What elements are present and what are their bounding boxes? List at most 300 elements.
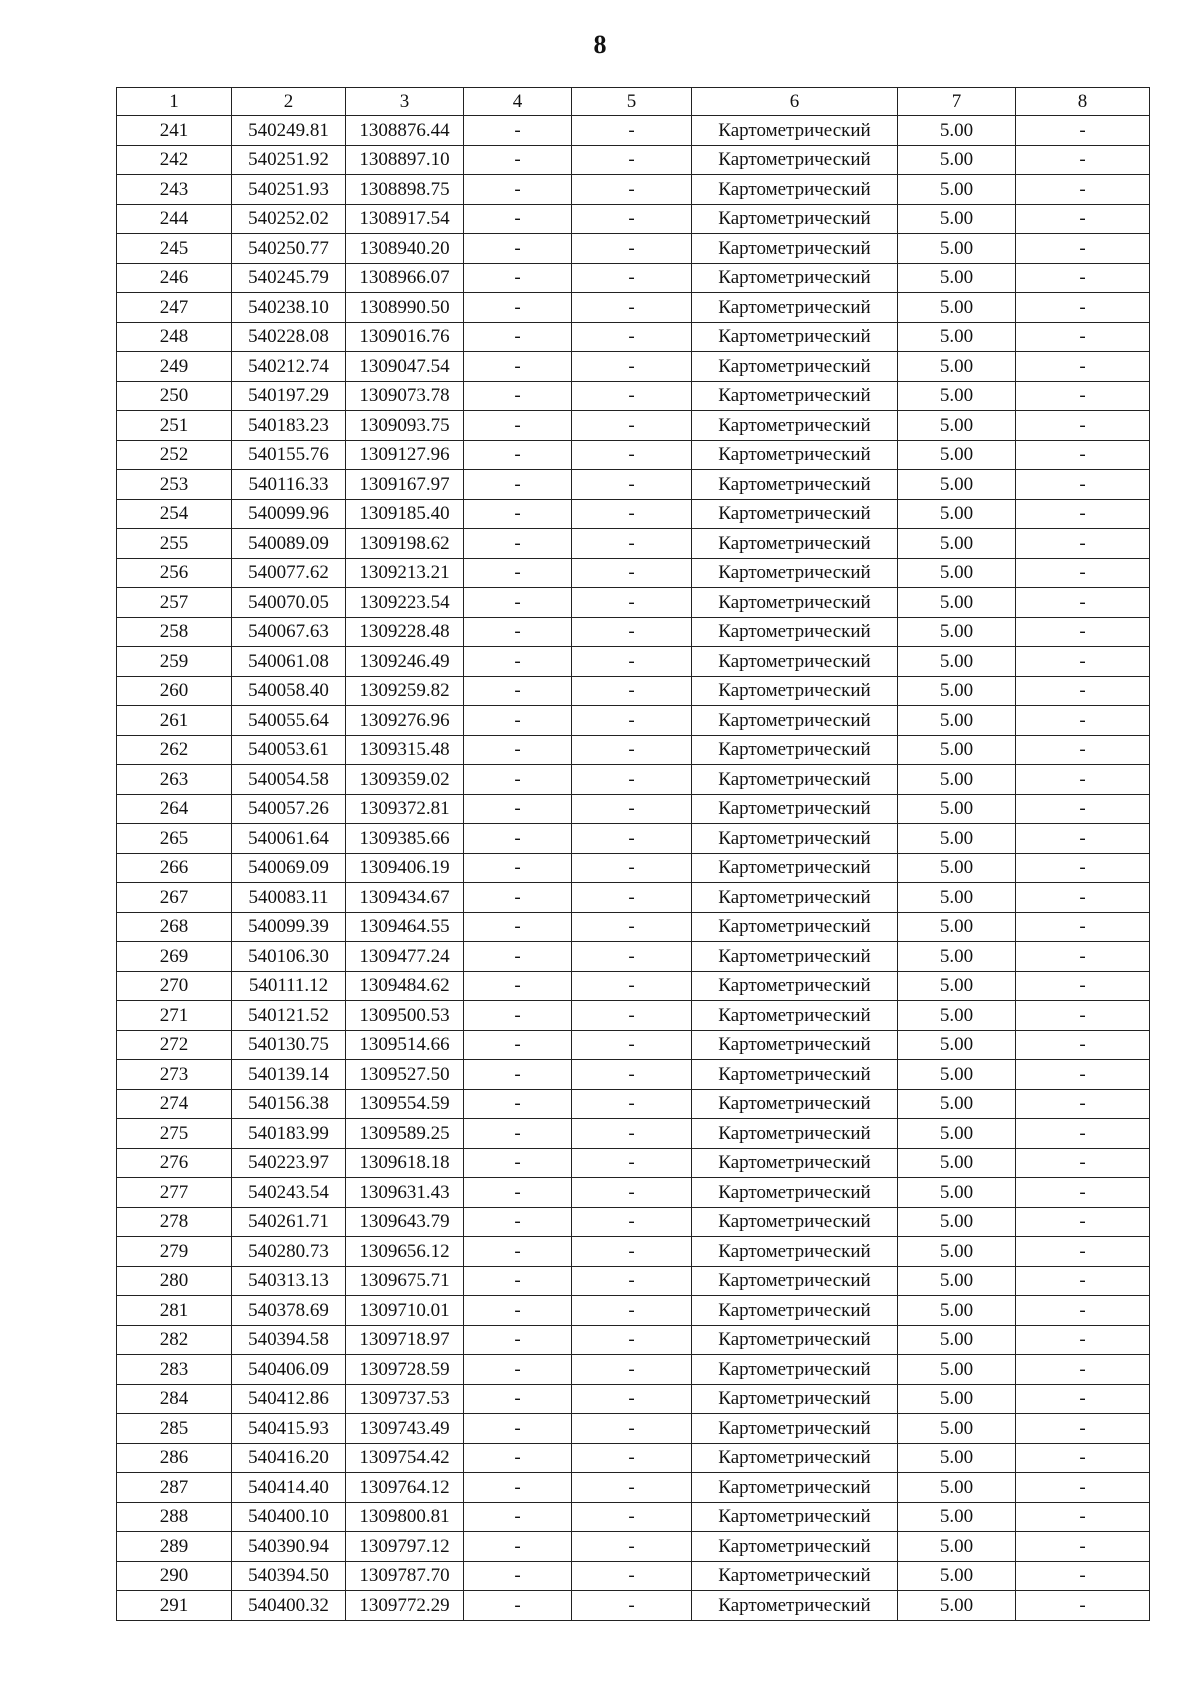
- column-5-cell: -: [572, 440, 692, 470]
- column-4-cell: -: [464, 411, 572, 441]
- method-cell: Картометрический: [692, 293, 898, 323]
- column-8-cell: -: [1016, 1384, 1150, 1414]
- point-number-cell: 248: [117, 322, 232, 352]
- y-coordinate-cell: 1309772.29: [346, 1591, 464, 1621]
- x-coordinate-cell: 540099.96: [232, 499, 346, 529]
- column-5-cell: -: [572, 1502, 692, 1532]
- column-8-cell: -: [1016, 204, 1150, 234]
- x-coordinate-cell: 540055.64: [232, 706, 346, 736]
- header-cell-2: 2: [232, 88, 346, 116]
- accuracy-cell: 5.00: [898, 883, 1016, 913]
- point-number-cell: 252: [117, 440, 232, 470]
- y-coordinate-cell: 1309754.42: [346, 1443, 464, 1473]
- column-8-cell: -: [1016, 470, 1150, 500]
- x-coordinate-cell: 540111.12: [232, 971, 346, 1001]
- column-8-cell: -: [1016, 529, 1150, 559]
- table-row: [117, 1414, 1150, 1444]
- y-coordinate-cell: 1309016.76: [346, 322, 464, 352]
- x-coordinate-cell: 540183.99: [232, 1119, 346, 1149]
- x-coordinate-cell: 540121.52: [232, 1001, 346, 1031]
- header-cell-5: 5: [572, 88, 692, 116]
- column-5-cell: -: [572, 1355, 692, 1385]
- x-coordinate-cell: 540083.11: [232, 883, 346, 913]
- y-coordinate-cell: 1309385.66: [346, 824, 464, 854]
- column-8-cell: -: [1016, 1502, 1150, 1532]
- x-coordinate-cell: 540106.30: [232, 942, 346, 972]
- column-8-cell: -: [1016, 263, 1150, 293]
- y-coordinate-cell: 1309464.55: [346, 912, 464, 942]
- column-5-cell: -: [572, 794, 692, 824]
- method-cell: Картометрический: [692, 1119, 898, 1149]
- method-cell: Картометрический: [692, 794, 898, 824]
- method-cell: Картометрический: [692, 263, 898, 293]
- point-number-cell: 282: [117, 1325, 232, 1355]
- column-5-cell: -: [572, 1591, 692, 1621]
- column-8-cell: -: [1016, 175, 1150, 205]
- accuracy-cell: 5.00: [898, 971, 1016, 1001]
- table-row: [117, 617, 1150, 647]
- y-coordinate-cell: 1309618.18: [346, 1148, 464, 1178]
- y-coordinate-cell: 1309213.21: [346, 558, 464, 588]
- x-coordinate-cell: 540070.05: [232, 588, 346, 618]
- method-cell: Картометрический: [692, 588, 898, 618]
- table-row: [117, 1591, 1150, 1621]
- accuracy-cell: 5.00: [898, 322, 1016, 352]
- column-4-cell: -: [464, 175, 572, 205]
- column-5-cell: -: [572, 1296, 692, 1326]
- x-coordinate-cell: 540378.69: [232, 1296, 346, 1326]
- column-4-cell: -: [464, 1266, 572, 1296]
- column-5-cell: -: [572, 234, 692, 264]
- method-cell: Картометрический: [692, 1001, 898, 1031]
- point-number-cell: 279: [117, 1237, 232, 1267]
- y-coordinate-cell: 1309315.48: [346, 735, 464, 765]
- method-cell: Картометрический: [692, 1325, 898, 1355]
- accuracy-cell: 5.00: [898, 352, 1016, 382]
- column-8-cell: -: [1016, 1414, 1150, 1444]
- column-4-cell: -: [464, 853, 572, 883]
- column-4-cell: -: [464, 1591, 572, 1621]
- x-coordinate-cell: 540400.32: [232, 1591, 346, 1621]
- column-8-cell: -: [1016, 1207, 1150, 1237]
- x-coordinate-cell: 540416.20: [232, 1443, 346, 1473]
- method-cell: Картометрический: [692, 971, 898, 1001]
- column-8-cell: -: [1016, 1089, 1150, 1119]
- accuracy-cell: 5.00: [898, 293, 1016, 323]
- method-cell: Картометрический: [692, 234, 898, 264]
- table-row: [117, 647, 1150, 677]
- table-row: [117, 1148, 1150, 1178]
- y-coordinate-cell: 1309643.79: [346, 1207, 464, 1237]
- column-8-cell: -: [1016, 1325, 1150, 1355]
- accuracy-cell: 5.00: [898, 499, 1016, 529]
- y-coordinate-cell: 1309737.53: [346, 1384, 464, 1414]
- x-coordinate-cell: 540054.58: [232, 765, 346, 795]
- x-coordinate-cell: 540390.94: [232, 1532, 346, 1562]
- point-number-cell: 266: [117, 853, 232, 883]
- accuracy-cell: 5.00: [898, 529, 1016, 559]
- header-row: [117, 88, 1150, 116]
- column-5-cell: -: [572, 1060, 692, 1090]
- method-cell: Картометрический: [692, 735, 898, 765]
- column-4-cell: -: [464, 942, 572, 972]
- column-5-cell: -: [572, 1443, 692, 1473]
- method-cell: Картометрический: [692, 381, 898, 411]
- column-8-cell: -: [1016, 765, 1150, 795]
- table-row: [117, 942, 1150, 972]
- table-row: [117, 1561, 1150, 1591]
- point-number-cell: 261: [117, 706, 232, 736]
- column-4-cell: -: [464, 765, 572, 795]
- x-coordinate-cell: 540250.77: [232, 234, 346, 264]
- accuracy-cell: 5.00: [898, 735, 1016, 765]
- accuracy-cell: 5.00: [898, 853, 1016, 883]
- column-4-cell: -: [464, 1148, 572, 1178]
- accuracy-cell: 5.00: [898, 1443, 1016, 1473]
- table-row: [117, 853, 1150, 883]
- y-coordinate-cell: 1309710.01: [346, 1296, 464, 1326]
- y-coordinate-cell: 1309631.43: [346, 1178, 464, 1208]
- point-number-cell: 276: [117, 1148, 232, 1178]
- table-row: [117, 1532, 1150, 1562]
- accuracy-cell: 5.00: [898, 470, 1016, 500]
- method-cell: Картометрический: [692, 1296, 898, 1326]
- y-coordinate-cell: 1309047.54: [346, 352, 464, 382]
- table-row: [117, 1443, 1150, 1473]
- y-coordinate-cell: 1309589.25: [346, 1119, 464, 1149]
- column-4-cell: -: [464, 676, 572, 706]
- column-8-cell: -: [1016, 1591, 1150, 1621]
- accuracy-cell: 5.00: [898, 765, 1016, 795]
- method-cell: Картометрический: [692, 499, 898, 529]
- method-cell: Картометрический: [692, 1473, 898, 1503]
- x-coordinate-cell: 540058.40: [232, 676, 346, 706]
- x-coordinate-cell: 540156.38: [232, 1089, 346, 1119]
- x-coordinate-cell: 540067.63: [232, 617, 346, 647]
- column-5-cell: -: [572, 588, 692, 618]
- column-5-cell: -: [572, 470, 692, 500]
- column-5-cell: -: [572, 883, 692, 913]
- column-4-cell: -: [464, 1532, 572, 1562]
- column-8-cell: -: [1016, 1532, 1150, 1562]
- accuracy-cell: 5.00: [898, 794, 1016, 824]
- column-4-cell: -: [464, 1178, 572, 1208]
- column-8-cell: -: [1016, 942, 1150, 972]
- x-coordinate-cell: 540212.74: [232, 352, 346, 382]
- table-row: [117, 971, 1150, 1001]
- table-row: [117, 1030, 1150, 1060]
- column-4-cell: -: [464, 263, 572, 293]
- x-coordinate-cell: 540251.92: [232, 145, 346, 175]
- column-5-cell: -: [572, 381, 692, 411]
- x-coordinate-cell: 540394.58: [232, 1325, 346, 1355]
- y-coordinate-cell: 1309500.53: [346, 1001, 464, 1031]
- table-header: [117, 88, 1150, 116]
- column-8-cell: -: [1016, 824, 1150, 854]
- column-5-cell: -: [572, 853, 692, 883]
- column-4-cell: -: [464, 912, 572, 942]
- accuracy-cell: 5.00: [898, 1384, 1016, 1414]
- table-row: [117, 470, 1150, 500]
- table-row: [117, 1001, 1150, 1031]
- method-cell: Картометрический: [692, 1207, 898, 1237]
- method-cell: Картометрический: [692, 1502, 898, 1532]
- accuracy-cell: 5.00: [898, 1561, 1016, 1591]
- point-number-cell: 265: [117, 824, 232, 854]
- column-5-cell: -: [572, 676, 692, 706]
- column-5-cell: -: [572, 1266, 692, 1296]
- table-row: [117, 293, 1150, 323]
- x-coordinate-cell: 540061.64: [232, 824, 346, 854]
- accuracy-cell: 5.00: [898, 1414, 1016, 1444]
- table-row: [117, 1502, 1150, 1532]
- column-8-cell: -: [1016, 617, 1150, 647]
- x-coordinate-cell: 540077.62: [232, 558, 346, 588]
- column-4-cell: -: [464, 883, 572, 913]
- table-row: [117, 765, 1150, 795]
- method-cell: Картометрический: [692, 470, 898, 500]
- accuracy-cell: 5.00: [898, 1119, 1016, 1149]
- x-coordinate-cell: 540061.08: [232, 647, 346, 677]
- column-4-cell: -: [464, 322, 572, 352]
- x-coordinate-cell: 540238.10: [232, 293, 346, 323]
- method-cell: Картометрический: [692, 145, 898, 175]
- point-number-cell: 281: [117, 1296, 232, 1326]
- column-5-cell: -: [572, 558, 692, 588]
- method-cell: Картометрический: [692, 322, 898, 352]
- column-8-cell: -: [1016, 411, 1150, 441]
- x-coordinate-cell: 540249.81: [232, 116, 346, 146]
- column-5-cell: -: [572, 1001, 692, 1031]
- column-8-cell: -: [1016, 1060, 1150, 1090]
- column-5-cell: -: [572, 647, 692, 677]
- point-number-cell: 287: [117, 1473, 232, 1503]
- table-row: [117, 204, 1150, 234]
- x-coordinate-cell: 540400.10: [232, 1502, 346, 1532]
- table-row: [117, 529, 1150, 559]
- table-row: [117, 676, 1150, 706]
- column-8-cell: -: [1016, 1355, 1150, 1385]
- table-row: [117, 381, 1150, 411]
- accuracy-cell: 5.00: [898, 204, 1016, 234]
- column-4-cell: -: [464, 1325, 572, 1355]
- table-body: [117, 116, 1150, 1621]
- column-4-cell: -: [464, 499, 572, 529]
- column-5-cell: -: [572, 293, 692, 323]
- column-5-cell: -: [572, 1561, 692, 1591]
- point-number-cell: 245: [117, 234, 232, 264]
- column-4-cell: -: [464, 1502, 572, 1532]
- column-4-cell: -: [464, 617, 572, 647]
- column-4-cell: -: [464, 1414, 572, 1444]
- table-row: [117, 558, 1150, 588]
- y-coordinate-cell: 1309198.62: [346, 529, 464, 559]
- point-number-cell: 243: [117, 175, 232, 205]
- accuracy-cell: 5.00: [898, 942, 1016, 972]
- x-coordinate-cell: 540155.76: [232, 440, 346, 470]
- method-cell: Картометрический: [692, 1443, 898, 1473]
- column-8-cell: -: [1016, 588, 1150, 618]
- column-8-cell: -: [1016, 1030, 1150, 1060]
- accuracy-cell: 5.00: [898, 1266, 1016, 1296]
- column-8-cell: -: [1016, 1473, 1150, 1503]
- point-number-cell: 280: [117, 1266, 232, 1296]
- y-coordinate-cell: 1309675.71: [346, 1266, 464, 1296]
- column-4-cell: -: [464, 735, 572, 765]
- column-8-cell: -: [1016, 234, 1150, 264]
- header-cell-4: 4: [464, 88, 572, 116]
- y-coordinate-cell: 1309797.12: [346, 1532, 464, 1562]
- accuracy-cell: 5.00: [898, 588, 1016, 618]
- y-coordinate-cell: 1309073.78: [346, 381, 464, 411]
- column-5-cell: -: [572, 322, 692, 352]
- y-coordinate-cell: 1308917.54: [346, 204, 464, 234]
- column-5-cell: -: [572, 1473, 692, 1503]
- column-4-cell: -: [464, 1384, 572, 1414]
- accuracy-cell: 5.00: [898, 824, 1016, 854]
- column-5-cell: -: [572, 617, 692, 647]
- column-4-cell: -: [464, 529, 572, 559]
- column-5-cell: -: [572, 1325, 692, 1355]
- column-5-cell: -: [572, 175, 692, 205]
- x-coordinate-cell: 540414.40: [232, 1473, 346, 1503]
- table-row: [117, 1384, 1150, 1414]
- column-5-cell: -: [572, 499, 692, 529]
- y-coordinate-cell: 1309477.24: [346, 942, 464, 972]
- column-5-cell: -: [572, 1237, 692, 1267]
- point-number-cell: 250: [117, 381, 232, 411]
- accuracy-cell: 5.00: [898, 1532, 1016, 1562]
- y-coordinate-cell: 1309259.82: [346, 676, 464, 706]
- method-cell: Картометрический: [692, 824, 898, 854]
- point-number-cell: 268: [117, 912, 232, 942]
- column-8-cell: -: [1016, 735, 1150, 765]
- table-row: [117, 735, 1150, 765]
- column-5-cell: -: [572, 942, 692, 972]
- column-5-cell: -: [572, 1119, 692, 1149]
- point-number-cell: 278: [117, 1207, 232, 1237]
- method-cell: Картометрический: [692, 558, 898, 588]
- y-coordinate-cell: 1309372.81: [346, 794, 464, 824]
- x-coordinate-cell: 540130.75: [232, 1030, 346, 1060]
- column-8-cell: -: [1016, 1119, 1150, 1149]
- method-cell: Картометрический: [692, 647, 898, 677]
- column-4-cell: -: [464, 1060, 572, 1090]
- point-number-cell: 263: [117, 765, 232, 795]
- x-coordinate-cell: 540069.09: [232, 853, 346, 883]
- point-number-cell: 288: [117, 1502, 232, 1532]
- y-coordinate-cell: 1309656.12: [346, 1237, 464, 1267]
- method-cell: Картометрический: [692, 1561, 898, 1591]
- column-5-cell: -: [572, 735, 692, 765]
- x-coordinate-cell: 540243.54: [232, 1178, 346, 1208]
- method-cell: Картометрический: [692, 411, 898, 441]
- column-5-cell: -: [572, 706, 692, 736]
- y-coordinate-cell: 1309554.59: [346, 1089, 464, 1119]
- point-number-cell: 274: [117, 1089, 232, 1119]
- y-coordinate-cell: 1308876.44: [346, 116, 464, 146]
- y-coordinate-cell: 1309800.81: [346, 1502, 464, 1532]
- accuracy-cell: 5.00: [898, 558, 1016, 588]
- column-8-cell: -: [1016, 381, 1150, 411]
- column-5-cell: -: [572, 529, 692, 559]
- table-row: [117, 1266, 1150, 1296]
- y-coordinate-cell: 1309484.62: [346, 971, 464, 1001]
- x-coordinate-cell: 540139.14: [232, 1060, 346, 1090]
- table-row: [117, 352, 1150, 382]
- x-coordinate-cell: 540394.50: [232, 1561, 346, 1591]
- method-cell: Картометрический: [692, 1178, 898, 1208]
- point-number-cell: 259: [117, 647, 232, 677]
- accuracy-cell: 5.00: [898, 1001, 1016, 1031]
- accuracy-cell: 5.00: [898, 145, 1016, 175]
- y-coordinate-cell: 1309185.40: [346, 499, 464, 529]
- method-cell: Картометрический: [692, 706, 898, 736]
- method-cell: Картометрический: [692, 1148, 898, 1178]
- point-number-cell: 264: [117, 794, 232, 824]
- table-row: [117, 145, 1150, 175]
- header-cell-1: 1: [117, 88, 232, 116]
- point-number-cell: 251: [117, 411, 232, 441]
- x-coordinate-cell: 540089.09: [232, 529, 346, 559]
- x-coordinate-cell: 540261.71: [232, 1207, 346, 1237]
- column-5-cell: -: [572, 1384, 692, 1414]
- column-5-cell: -: [572, 204, 692, 234]
- column-4-cell: -: [464, 1030, 572, 1060]
- table-row: [117, 794, 1150, 824]
- accuracy-cell: 5.00: [898, 1296, 1016, 1326]
- y-coordinate-cell: 1308990.50: [346, 293, 464, 323]
- column-8-cell: -: [1016, 1148, 1150, 1178]
- x-coordinate-cell: 540197.29: [232, 381, 346, 411]
- accuracy-cell: 5.00: [898, 263, 1016, 293]
- table-row: [117, 1355, 1150, 1385]
- y-coordinate-cell: 1309228.48: [346, 617, 464, 647]
- table-row: [117, 1089, 1150, 1119]
- accuracy-cell: 5.00: [898, 381, 1016, 411]
- table-row: [117, 116, 1150, 146]
- column-5-cell: -: [572, 1414, 692, 1444]
- table-row: [117, 499, 1150, 529]
- accuracy-cell: 5.00: [898, 1089, 1016, 1119]
- column-4-cell: -: [464, 1355, 572, 1385]
- y-coordinate-cell: 1308897.10: [346, 145, 464, 175]
- method-cell: Картометрический: [692, 1237, 898, 1267]
- point-number-cell: 290: [117, 1561, 232, 1591]
- x-coordinate-cell: 540053.61: [232, 735, 346, 765]
- table-row: [117, 175, 1150, 205]
- column-4-cell: -: [464, 234, 572, 264]
- point-number-cell: 255: [117, 529, 232, 559]
- accuracy-cell: 5.00: [898, 676, 1016, 706]
- y-coordinate-cell: 1309406.19: [346, 853, 464, 883]
- column-5-cell: -: [572, 116, 692, 146]
- accuracy-cell: 5.00: [898, 647, 1016, 677]
- header-cell-3: 3: [346, 88, 464, 116]
- column-8-cell: -: [1016, 499, 1150, 529]
- accuracy-cell: 5.00: [898, 1148, 1016, 1178]
- table-row: [117, 912, 1150, 942]
- point-number-cell: 270: [117, 971, 232, 1001]
- column-8-cell: -: [1016, 794, 1150, 824]
- column-5-cell: -: [572, 912, 692, 942]
- column-5-cell: -: [572, 1178, 692, 1208]
- method-cell: Картометрический: [692, 617, 898, 647]
- y-coordinate-cell: 1309246.49: [346, 647, 464, 677]
- column-4-cell: -: [464, 470, 572, 500]
- table-row: [117, 322, 1150, 352]
- y-coordinate-cell: 1309787.70: [346, 1561, 464, 1591]
